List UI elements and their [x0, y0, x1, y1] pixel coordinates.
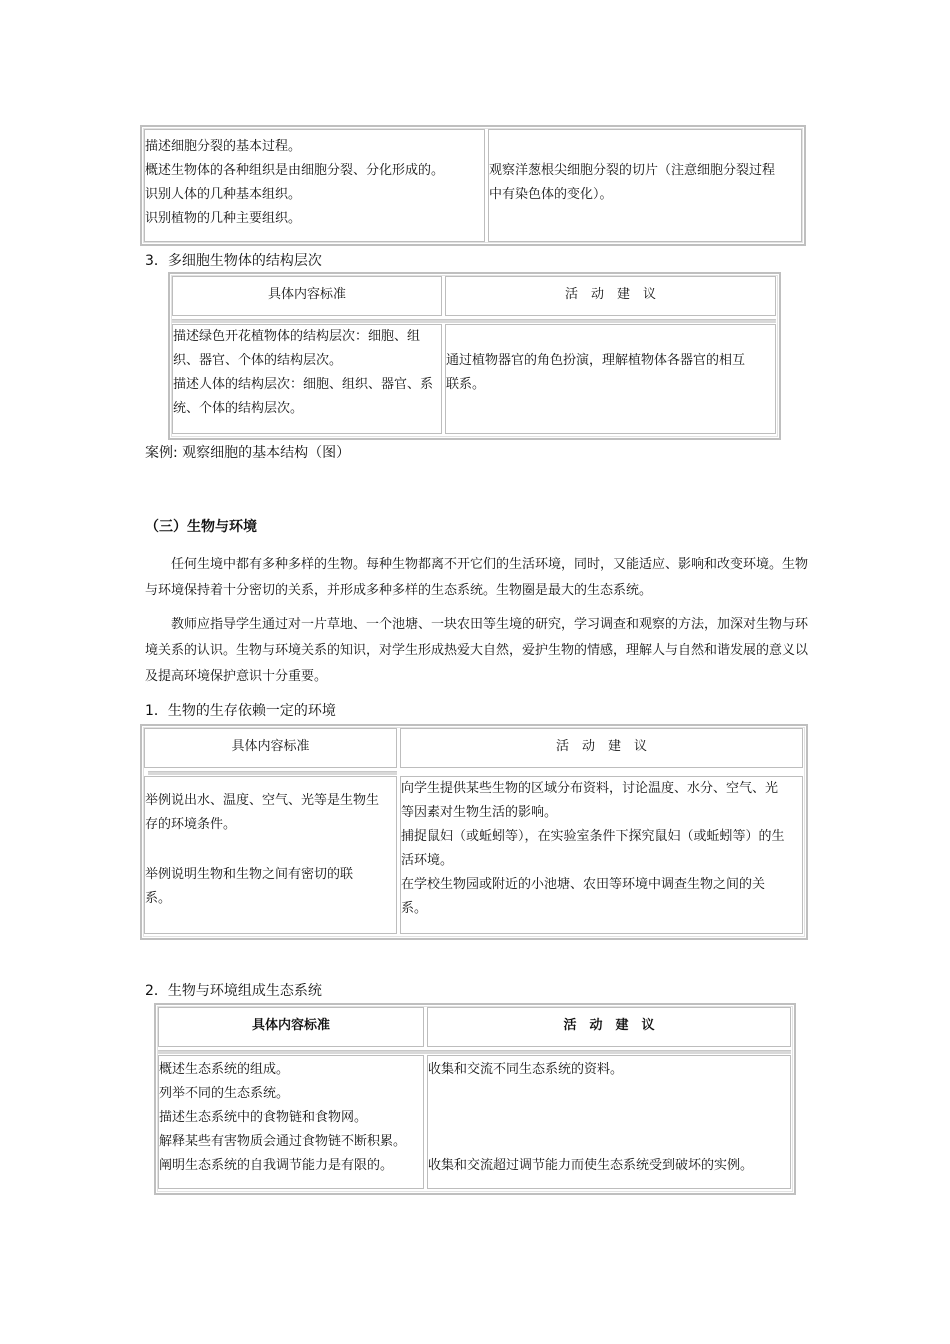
text-line: 系。: [401, 901, 428, 916]
part-title: （三）生物与环境: [145, 519, 257, 535]
text-line: 举例说明生物和生物之间有密切的联: [145, 867, 354, 882]
table-cell-content-standard: [144, 129, 485, 242]
table-header-activity: 活 动 建 议: [427, 1007, 791, 1047]
text-line: 描述生态系统中的食物链和食物网。: [159, 1110, 368, 1125]
text-line: 描述细胞分裂的基本过程。: [145, 139, 302, 154]
table-cell-activity: [488, 129, 802, 242]
paragraph: 任何生境中都有多种多样的生物。每种生物都离不开它们的生活环境，同时，又能适应、影响和改变环境。生物与环境保持着十分密切的关系，并形成多种多样的生态系统。生物圈是最大的生态系统。: [145, 557, 809, 598]
text-line: 阐明生态系统的自我调节能力是有限的。: [159, 1158, 394, 1173]
text-line: 列举不同的生态系统。: [159, 1086, 290, 1101]
header-divider: [148, 771, 397, 775]
text-line: 等因素对生物生活的影响。: [401, 805, 558, 820]
text-line: 系。: [145, 891, 172, 906]
structure-level-table: [168, 272, 781, 440]
environment-table: [140, 724, 808, 940]
text-line: 通过植物器官的角色扮演，理解植物体各器官的相互: [446, 353, 746, 368]
text-line: 举例说出水、温度、空气、光等是生物生: [145, 793, 380, 808]
table-cell-activity: [427, 1055, 791, 1189]
cell-division-table: [140, 125, 806, 246]
text-line: 概述生物体的各种组织是由细胞分裂、分化形成的。: [145, 163, 445, 178]
header-divider: [172, 319, 776, 323]
text-line: 捕捉鼠妇（或蚯蚓等），在实验室条件下探究鼠妇（或蚯蚓等）的生: [401, 829, 785, 844]
text-line: 解释某些有害物质会通过食物链不断积累。: [159, 1134, 407, 1149]
table-header-activity: 活 动 建 议: [400, 728, 803, 768]
table-header-content-standard: 具体内容标准: [144, 728, 397, 768]
table-cell-activity: [445, 324, 776, 434]
table-cell-content-standard: [144, 776, 397, 934]
table-header-content-standard: 具体内容标准: [172, 276, 442, 316]
text-line: 识别植物的几种主要组织。: [145, 211, 302, 226]
text-line: 收集和交流不同生态系统的资料。: [428, 1062, 624, 1077]
text-line: 识别人体的几种基本组织。: [145, 187, 302, 202]
text-line: 织、器官、个体的结构层次。: [173, 353, 343, 368]
text-line: 概述生态系统的组成。: [159, 1062, 290, 1077]
section-title: 1．生物的生存依赖一定的环境: [145, 703, 336, 719]
header-divider: [158, 1050, 791, 1054]
table-cell-activity: [400, 776, 803, 934]
ecosystem-table: [154, 1003, 796, 1195]
text-line: 收集和交流超过调节能力而使生态系统受到破坏的实例。: [428, 1158, 754, 1173]
table-cell-content-standard: [172, 324, 442, 434]
paragraph: 教师应指导学生通过对一片草地、一个池塘、一块农田等生境的研究，学习调查和观察的方法，加深对生物与环境关系的认识。生物与环境关系的知识，对学生形成热爱大自然，爱护生物的情感，理解人与自然和谐发展的意义以及提高环境保护意识十分重要。: [145, 617, 809, 684]
text-line: 向学生提供某些生物的区域分布资料，讨论温度、水分、空气、光: [401, 781, 779, 796]
section-title: 3．多细胞生物体的结构层次: [145, 253, 322, 269]
section-title: 2．生物与环境组成生态系统: [145, 983, 322, 999]
table-cell-content-standard: [158, 1055, 424, 1189]
text-line: 描述人体的结构层次：细胞、组织、器官、系: [173, 377, 434, 392]
text-line: 活环境。: [401, 853, 454, 868]
text-line: 存的环境条件。: [145, 817, 237, 832]
text-line: 联系。: [446, 377, 486, 392]
text-line: 观察洋葱根尖细胞分裂的切片（注意细胞分裂过程: [489, 163, 776, 178]
case-caption: 案例: 观察细胞的基本结构（图）: [145, 445, 351, 461]
text-line: 统、个体的结构层次。: [173, 401, 304, 416]
text-line: 在学校生物园或附近的小池塘、农田等环境中调查生物之间的关: [401, 877, 766, 892]
table-header-content-standard: 具体内容标准: [158, 1007, 424, 1047]
text-line: 描述绿色开花植物体的结构层次：细胞、组: [173, 329, 421, 344]
text-line: 中有染色体的变化）。: [489, 187, 613, 202]
table-header-activity: 活 动 建 议: [445, 276, 776, 316]
